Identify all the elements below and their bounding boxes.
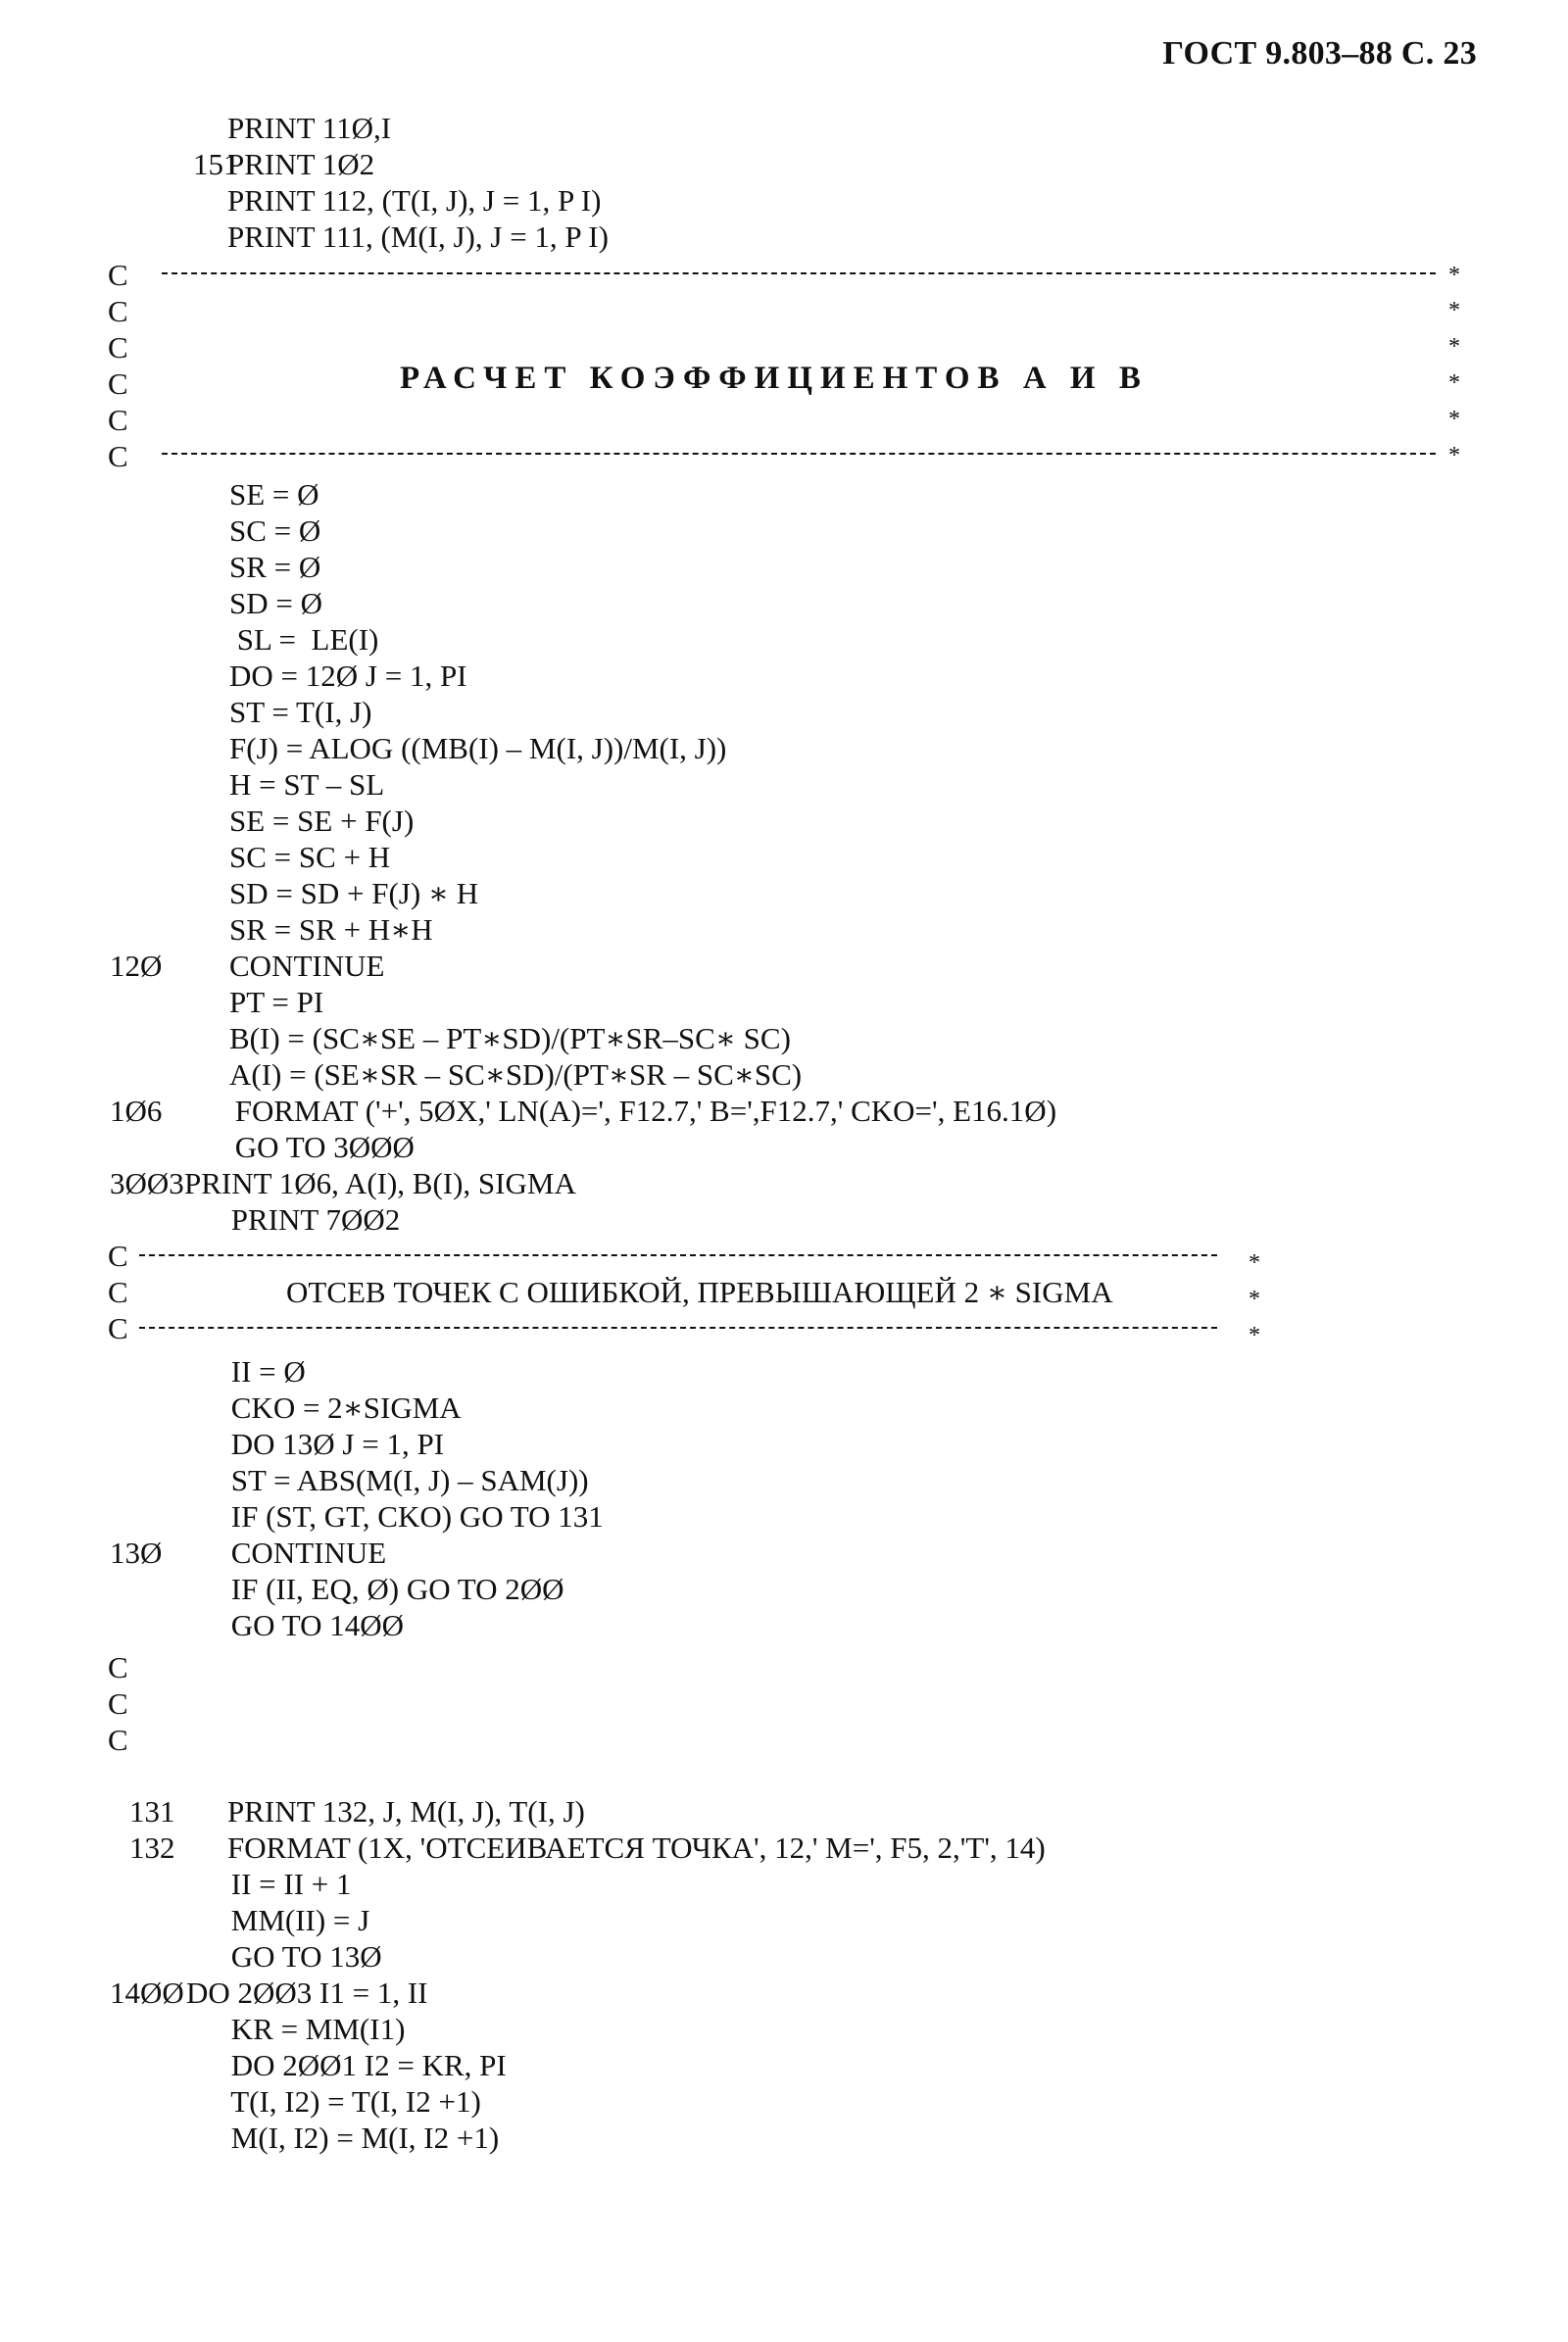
code-line: PRINT 112, (T(I, J), J = 1, P I)	[227, 183, 602, 218]
code-line: PRINT 1Ø6, A(I), B(I), SIGMA	[184, 1166, 576, 1200]
statement-label: 14ØØ	[110, 1976, 184, 2010]
statement-label: 3ØØ3	[110, 1166, 184, 1200]
code-line: CKO = 2∗SIGMA	[223, 1391, 462, 1425]
code-line: SD = SD + F(J) ∗ H	[229, 876, 479, 910]
code-line: ST = T(I, J)	[229, 695, 372, 729]
code-line: PT = PI	[229, 985, 324, 1019]
code-line: PRINT 132, J, M(I, J), T(I, J)	[227, 1794, 585, 1829]
code-line: M(I, I2) = M(I, I2 +1)	[223, 2121, 500, 2155]
code-line: DO 13Ø J = 1, PI	[223, 1427, 445, 1461]
code-line: MM(II) = J	[223, 1903, 370, 1937]
star-marker: *	[1249, 1250, 1260, 1276]
code-line: FORMAT (1X, 'ОТСЕИВАЕТСЯ ТОЧКА', 12,' M=', F5, 2,'T', 14)	[227, 1830, 1046, 1865]
dashed-rule	[162, 453, 1436, 455]
code-line: ST = ABS(M(I, J) – SAM(J))	[223, 1463, 589, 1497]
code-line: PRINT 7ØØ2	[223, 1202, 401, 1237]
code-line: DO 2ØØ3 I1 = 1, II	[186, 1976, 428, 2010]
star-marker: *	[1448, 370, 1460, 396]
code-line: CONTINUE	[223, 1536, 387, 1570]
star-marker: *	[1448, 263, 1460, 288]
star-marker: *	[1448, 407, 1460, 432]
star-marker: *	[1249, 1323, 1260, 1348]
statement-label: 131	[129, 1794, 175, 1829]
comment-char: C	[108, 330, 128, 365]
code-line: B(I) = (SC∗SE – PT∗SD)/(PT∗SR–SC∗ SC)	[229, 1021, 791, 1055]
star-marker: *	[1448, 334, 1460, 360]
comment-char: C	[108, 1275, 128, 1309]
code-line: PRINT 1Ø2	[227, 147, 375, 181]
code-line: IF (II, EQ, Ø) GO TO 2ØØ	[223, 1572, 564, 1606]
dashed-rule	[139, 1254, 1217, 1256]
statement-label: 151	[193, 147, 239, 181]
statement-label: 1Ø6	[110, 1094, 163, 1128]
code-line: SD = Ø	[229, 586, 322, 620]
code-line: KR = MM(I1)	[223, 2012, 406, 2046]
code-line: PRINT 111, (M(I, J), J = 1, P I)	[227, 220, 609, 254]
code-line: GO TO 13Ø	[223, 1939, 382, 1974]
comment-char: C	[108, 366, 128, 401]
star-marker: *	[1448, 298, 1460, 323]
code-line: DO 2ØØ1 I2 = KR, PI	[223, 2048, 507, 2082]
page-header: ГОСТ 9.803–88 С. 23	[1162, 35, 1477, 72]
comment-char: C	[108, 1311, 128, 1345]
code-line: II = II + 1	[223, 1867, 352, 1901]
code-line: II = Ø	[223, 1354, 306, 1389]
comment-char: C	[108, 1239, 128, 1273]
comment-char: C	[108, 1723, 128, 1757]
section-title: ОТСЕВ ТОЧЕК С ОШИБКОЙ, ПРЕВЫШАЮЩЕЙ 2 ∗ SIGMA	[286, 1275, 1113, 1309]
comment-char: C	[108, 439, 128, 473]
code-line: SL = LE(I)	[229, 622, 379, 657]
code-line: PRINT 11Ø,I	[227, 111, 392, 145]
code-line: H = ST – SL	[229, 767, 385, 802]
code-line: DO = 12Ø J = 1, PI	[229, 659, 467, 693]
star-marker: *	[1448, 443, 1460, 468]
code-line: FORMAT ('+', 5ØX,' LN(A)=', F12.7,' B=',F12.7,' CKO=', E16.1Ø)	[227, 1094, 1057, 1128]
code-line: GO TO 3ØØØ	[227, 1130, 415, 1164]
code-line: T(I, I2) = T(I, I2 +1)	[223, 2084, 481, 2119]
code-line: SC = Ø	[229, 513, 321, 548]
star-marker: *	[1249, 1287, 1260, 1312]
comment-char: C	[108, 1650, 128, 1684]
statement-label: 12Ø	[110, 949, 163, 983]
comment-char: C	[108, 294, 128, 328]
section-title: РАСЧЕТ КОЭФФИЦИЕНТОВ А И В	[400, 361, 1149, 396]
comment-char: C	[108, 403, 128, 437]
statement-label: 13Ø	[110, 1536, 163, 1570]
comment-char: C	[108, 258, 128, 292]
code-line: SR = Ø	[229, 550, 321, 584]
dashed-rule	[139, 1327, 1217, 1329]
code-line: IF (ST, GT, CKO) GO TO 131	[223, 1499, 604, 1534]
code-line: CONTINUE	[229, 949, 385, 983]
dashed-rule	[162, 272, 1436, 274]
code-line: GO TO 14ØØ	[223, 1608, 405, 1642]
statement-label: 132	[129, 1830, 175, 1865]
code-line: SE = SE + F(J)	[229, 804, 415, 838]
code-line: SE = Ø	[229, 477, 319, 512]
code-line: SC = SC + H	[229, 840, 391, 874]
code-line: F(J) = ALOG ((MB(I) – M(I, J))/M(I, J))	[229, 731, 727, 765]
code-line: SR = SR + H∗H	[229, 912, 433, 947]
code-line: A(I) = (SE∗SR – SC∗SD)/(PT∗SR – SC∗SC)	[229, 1057, 803, 1092]
comment-char: C	[108, 1686, 128, 1721]
